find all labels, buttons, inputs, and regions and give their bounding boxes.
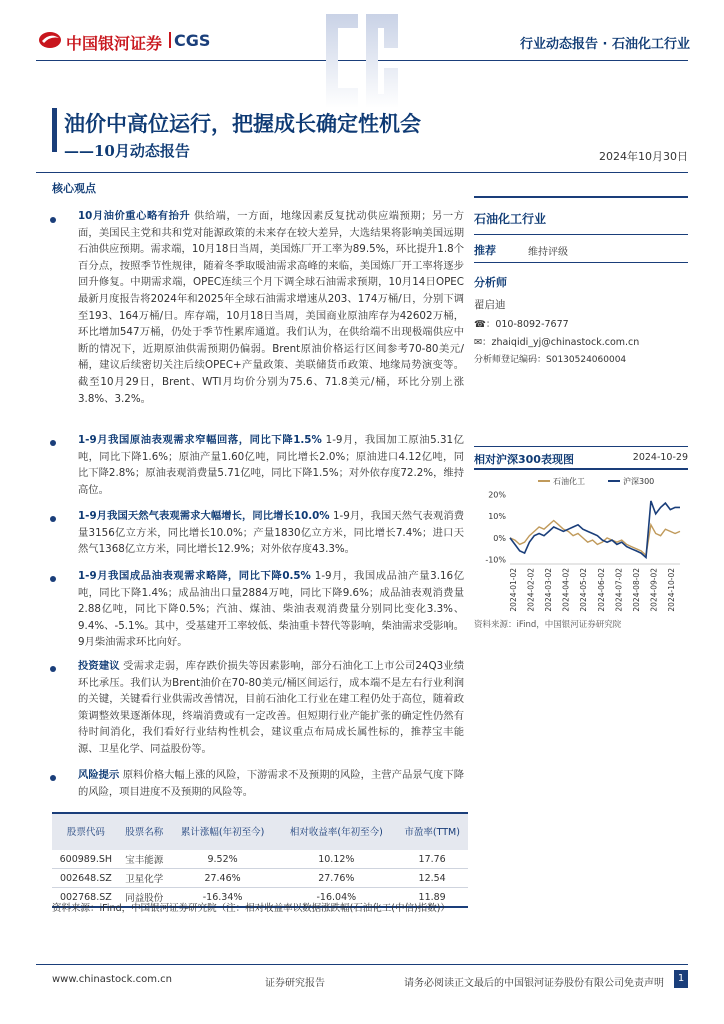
sidebar-divider [474, 262, 688, 263]
x-tick-label: 2024-04-02 [561, 568, 571, 612]
table-header: 市盈率(TTM) [396, 813, 468, 850]
bullet-icon [50, 440, 56, 446]
sidebar-industry: 石油化工行业 [474, 212, 547, 226]
stock-table [52, 812, 468, 908]
paragraph-crude-oil [78, 432, 464, 498]
paragraph-text: 1-9月，我国加工原油5.31亿吨，同比下降1.6%；原油产量1.60亿吨，同比增长2.0%；原油进口4.12亿吨，同比下降2.8%；原油表观消费量5.71亿吨，同比下降1.5%；对外依存度72.2%，维持高位。 [78, 434, 464, 496]
x-tick-label: 2024-07-02 [614, 568, 624, 612]
x-tick-label: 2024-08-02 [631, 568, 641, 612]
logo-icon [38, 30, 62, 50]
report-subtitle: ——10月动态报告 [64, 142, 190, 160]
title-accent-bar [52, 108, 57, 152]
bullet-icon [50, 217, 56, 223]
paragraph-investment [78, 658, 464, 758]
table-header: 股票代码 [52, 813, 120, 850]
table-cell: 002768.SZ [52, 888, 120, 908]
chart-title: 相对沪深300表现图 [474, 453, 574, 466]
table-cell: 002648.SZ [52, 869, 120, 888]
table-cell: 宝丰能源 [120, 850, 169, 869]
y-tick-label: 0% [493, 533, 506, 543]
rating-value: 维持评级 [528, 247, 568, 258]
x-tick-label: 2024-02-02 [526, 568, 536, 612]
sidebar-divider [474, 196, 688, 198]
x-tick-label: 2024-10-02 [667, 568, 676, 612]
footer-url-link[interactable]: www.chinastock.com.cn [52, 974, 172, 985]
table-header: 相对收益率(年初至今) [276, 813, 396, 850]
paragraph-oil-price [78, 208, 464, 407]
legend-label: 石油化工 [553, 477, 585, 486]
paragraph-text: 1-9月，我国成品油产量3.16亿吨，同比下降1.4%；成品油出口量2884万吨，同比下降9.6%；成品油表观消费量2.88亿吨，同比下降0.5%；汽油、煤油、柴油表观消费量分别同比变化3.3%、9.4%、-5.1%。其中，受基建开工率较低、柴油重卡替代等影响，柴油需求受影响。9月柴油需求环比向好。 [78, 570, 464, 649]
paragraph-natural-gas [78, 508, 464, 558]
paragraph-lead: 风险提示 [78, 769, 120, 781]
paragraph-text: 1-9月，我国天然气表观消费量3156亿立方米，同比增长10.0%；产量1830亿立方米，同比增长7.4%；进口天然气1368亿立方米，同比增长12.9%；对外依存度43.3%。 [78, 510, 464, 556]
bullet-icon [50, 516, 56, 522]
bullet-icon [50, 775, 56, 781]
rating-label: 推荐 [474, 244, 496, 257]
table-cell: 卫星化学 [120, 869, 169, 888]
report-date: 2024年10月30日 [599, 150, 688, 163]
legend-label: 沪深300 [623, 477, 655, 486]
analyst-phone: ☎：010-8092-7677 [474, 319, 569, 330]
footer-divider [36, 964, 688, 965]
sidebar-divider [474, 446, 688, 447]
performance-chart [474, 472, 688, 622]
table-cell: 9.52% [169, 850, 277, 869]
table-source: 资料来源：iFind，中国银河证券研究院（注：相对收益率以数据涨跌幅(石油化工(中信)指数)） [52, 903, 450, 914]
paragraph-lead: 1-9月我国成品油表观需求略降，同比下降0.5% [78, 570, 311, 582]
table-cell: 600989.SH [52, 850, 120, 869]
paragraph-lead: 投资建议 [78, 660, 120, 672]
chart-source: 资料来源：iFind，中国银河证券研究院 [474, 620, 622, 630]
series-line [510, 521, 680, 556]
footer-disclaimer: 请务必阅读正文最后的中国银河证券股份有限公司免责声明 [404, 978, 664, 989]
brand-name: 中国银河证券 [66, 34, 163, 53]
paragraph-text: 供给端，一方面，地缘因素反复扰动供应端预期；另一方面，美国民主党和共和党对能源政策的未来存在较大差异，大选结果将影响美国远期石油供应预期。需求端，10月18日当周，美国炼厂开工率为89.5%，环比提升1.8个百分点，按照季节性规律，随着冬季取暖油需求高峰的来临，美国炼厂开工率将逐步回升修复。中期需求端，OPEC连续三个月下调全球石油需求预期，10月14日OPEC最新月度报告将2024年和2025年全球石油需求增速从203、174万桶/日，分别下调至193、164万桶/日。库存端，10月18日当周，美国商业原油库存为42602万桶，环比增加547万桶，仍处于季节性累库通道。我们认为，在供给端不出现极端供应中断的情况下，近期原油供需预期仍偏弱。Brent原油价格运行区间参考70-80美元/桶，建议后续密切关注后续OPEC+产量政策、美联储货币政策、地缘局势演变等。截至10月29日，Brent、WTI月均价分别为75.6、71.8美元/桶，环比分别上涨3.8%、3.2%。 [78, 210, 464, 405]
brand-divider [169, 32, 171, 48]
table-cell: 27.46% [169, 869, 277, 888]
x-tick-label: 2024-09-02 [649, 568, 659, 612]
table-cell: 11.89 [396, 888, 468, 908]
table-header-row [52, 813, 468, 850]
bullet-icon [50, 576, 56, 582]
analyst-label: 分析师 [474, 276, 507, 289]
paragraph-lead: 10月油价重心略有抬升 [78, 210, 191, 222]
analyst-email: ✉：zhaiqidi_yj@chinastock.com.cn [474, 337, 640, 348]
table-cell: 27.76% [276, 869, 396, 888]
report-type: 行业动态报告 · 石油化工行业 [520, 37, 690, 52]
y-tick-label: 10% [488, 512, 506, 522]
analyst-license: 分析师登记编码：S0130524060004 [474, 355, 627, 365]
brand-abbr: CGS [174, 31, 211, 50]
page-number: 1 [674, 970, 688, 988]
bullet-icon [50, 666, 56, 672]
footer-label: 证券研究报告 [265, 978, 325, 989]
sidebar-divider [474, 468, 688, 470]
table-row [52, 850, 468, 869]
table-cell: -16.34% [169, 888, 277, 908]
table-cell: 17.76 [396, 850, 468, 869]
x-tick-label: 2024-03-02 [544, 568, 554, 612]
title-divider [36, 172, 688, 173]
x-tick-label: 2024-05-02 [579, 568, 589, 612]
x-tick-label: 2024-06-02 [596, 568, 606, 612]
table-row [52, 869, 468, 888]
paragraph-text: 受需求走弱，库存跌价损失等因素影响，部分石油化工上市公司24Q3业绩环比承压。我们认为Brent油价在70-80美元/桶区间运行，成本端不是左右行业利润的关键，关键看行业供需改善情况，目前石油化工行业在建工程仍处于高位，随着政策调整效果逐渐体现，终端消费或有一定改善。但短期行业产能扩张的确定性仍然有待时间消化，我们看好行业结构性机会，建议重点布局成长属性标的，推荐宝丰能源、卫星化学、同益股份等。 [78, 660, 465, 755]
paragraph-risk [78, 767, 464, 800]
table-cell: 12.54 [396, 869, 468, 888]
y-tick-label: -10% [485, 555, 506, 565]
table-cell: -16.04% [276, 888, 396, 908]
x-tick-label: 2024-01-02 [509, 568, 518, 612]
table-header: 累计涨幅(年初至今) [169, 813, 277, 850]
analyst-name: 翟启迪 [474, 299, 506, 311]
paragraph-refined-oil [78, 568, 464, 651]
paragraph-text: 原料价格大幅上涨的风险，下游需求不及预期的风险，主营产品景气度下降的风险，项目进度不及预期的风险等。 [78, 769, 464, 798]
chart-date: 2024-10-29 [632, 452, 688, 463]
table-header: 股票名称 [120, 813, 169, 850]
sidebar-divider [474, 234, 688, 235]
paragraph-lead: 1-9月我国天然气表观需求大幅增长，同比增长10.0% [78, 510, 330, 522]
watermark-logo-icon [318, 8, 406, 118]
table-cell: 同益股份 [120, 888, 169, 908]
table-cell: 10.12% [276, 850, 396, 869]
report-title: 油价中高位运行，把握成长确定性机会 [64, 111, 421, 136]
y-tick-label: 20% [488, 490, 506, 500]
series-line [510, 501, 680, 558]
section-heading: 核心观点 [52, 182, 96, 195]
paragraph-lead: 1-9月我国原油表观需求窄幅回落，同比下降1.5% [78, 434, 322, 446]
